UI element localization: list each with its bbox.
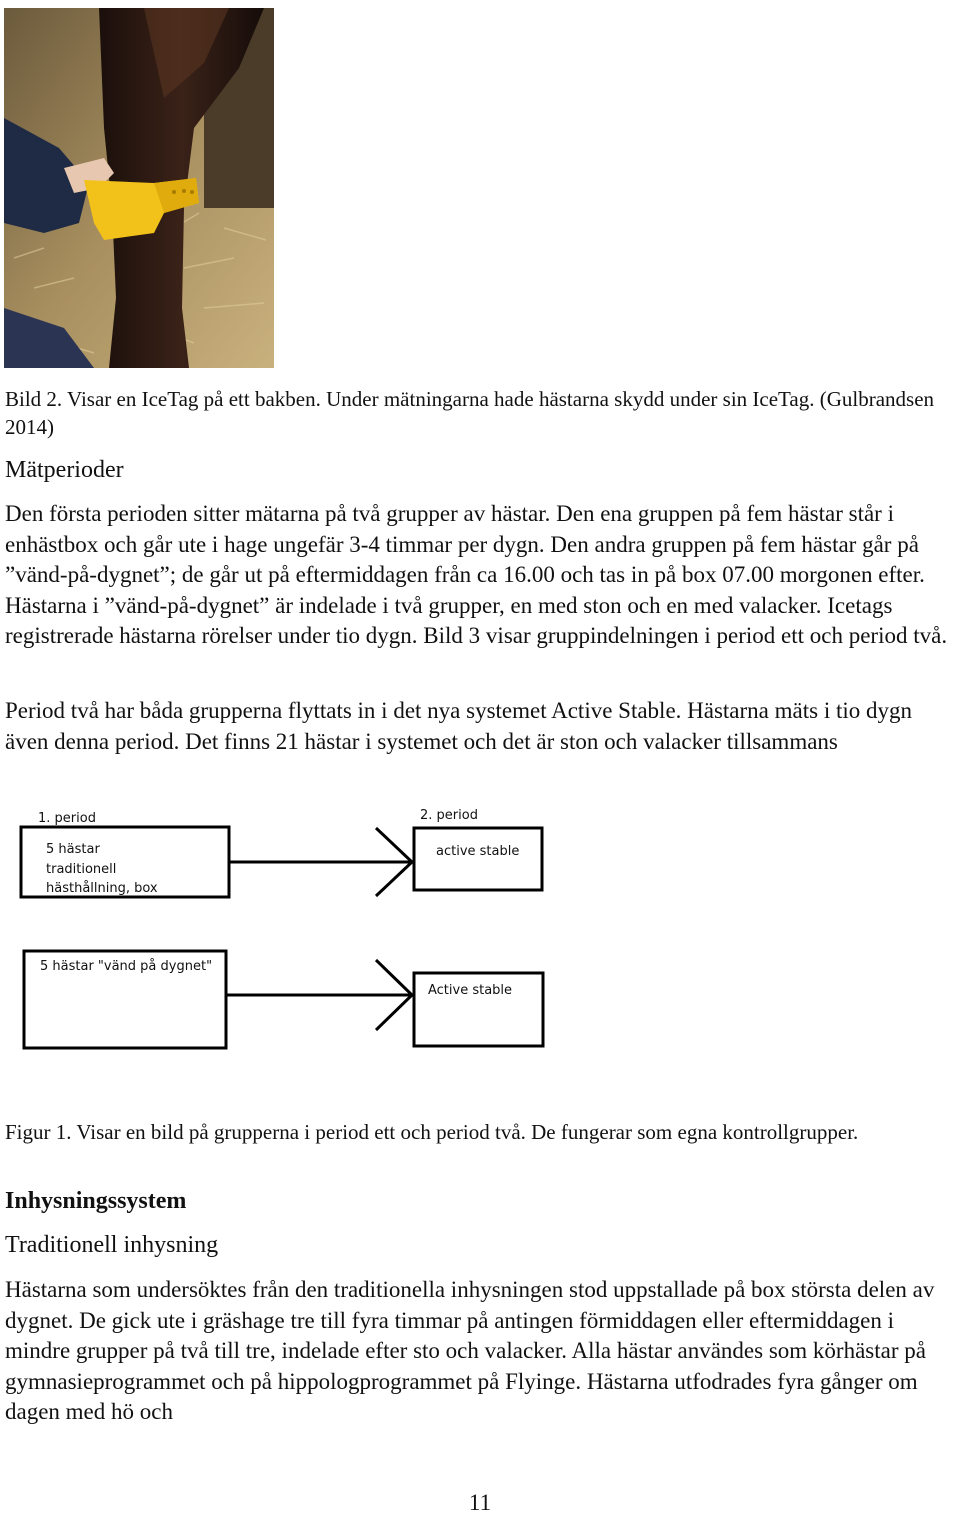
period1-label: 1. period xyxy=(38,811,96,826)
horse-leg-with-yellow-icetag-photo-icon xyxy=(4,8,274,368)
paragraph-traditionell: Hästarna som undersöktes från den traditionella inhysningen stod uppstallade på box största delen av dygnet. De gick ute i gräshage tre till fyra timmar på antingen förmiddagen eller eftermiddagen i mindre grupper på två till tre, indelade efter sto och valacker. Alla hästar användes som körhästar på gymnasieprogrammet och på hippologprogrammet på Flyinge. Hästarna utfodrades fyra gånger om dagen med hö och xyxy=(5,1277,935,1424)
heading-inhysningssystem: Inhysningssystem xyxy=(5,1188,187,1214)
page-number: 11 xyxy=(468,1490,492,1515)
arrow-right-icon xyxy=(227,960,412,1030)
box1-line3: hästhållning, box xyxy=(46,881,158,896)
icetag-photo xyxy=(4,8,274,368)
box3-text: 5 hästar "vänd på dygnet" xyxy=(40,959,213,974)
arrow-right-icon xyxy=(230,828,412,896)
box1-line2: traditionell xyxy=(46,862,117,877)
photo-caption: Bild 2. Visar en IceTag på ett bakben. Under mätningarna hade hästarna skydd under sin IceTag. (Gulbrandsen 2014) xyxy=(5,387,935,439)
period2-label: 2. period xyxy=(420,808,478,823)
heading-matperioder: Mätperioder xyxy=(5,457,124,483)
box1-line1: 5 hästar xyxy=(46,842,100,857)
subheading-traditionell-inhysning: Traditionell inhysning xyxy=(5,1232,219,1258)
box4-text: Active stable xyxy=(428,983,513,998)
group-diagram xyxy=(0,800,560,1060)
paragraph-period-tva: Period två har båda grupperna flyttats in i det nya systemet Active Stable. Hästarna mäts i tio dygn även denna period. Det finns 21 hästar i systemet och det är ston och valacker tillsammans xyxy=(5,698,912,754)
paragraph-perioder: Den första perioden sitter mätarna på två grupper av hästar. Den ena gruppen på fem hästar står i enhästbox och går ute i hage ungefär 3-4 timmar per dygn. Den andra gruppen på fem hästar går på ”vänd-på-dygnet”; de går ut på eftermiddagen från ca 16.00 och tas in på box 07.00 morgonen efter. Hästarna i ”vänd-på-dygnet” är indelade i två grupper, en med ston och en med valacker. Icetags registrerade hästarna rörelser under tio dygn. Bild 3 visar gruppindelningen i period ett och period två. xyxy=(5,501,948,648)
box2-text: active stable xyxy=(436,844,520,859)
figure-caption: Figur 1. Visar en bild på grupperna i period ett och period två. De fungerar som egna kontrollgrupper. xyxy=(5,1120,859,1144)
box-active-stable-1 xyxy=(414,828,542,890)
